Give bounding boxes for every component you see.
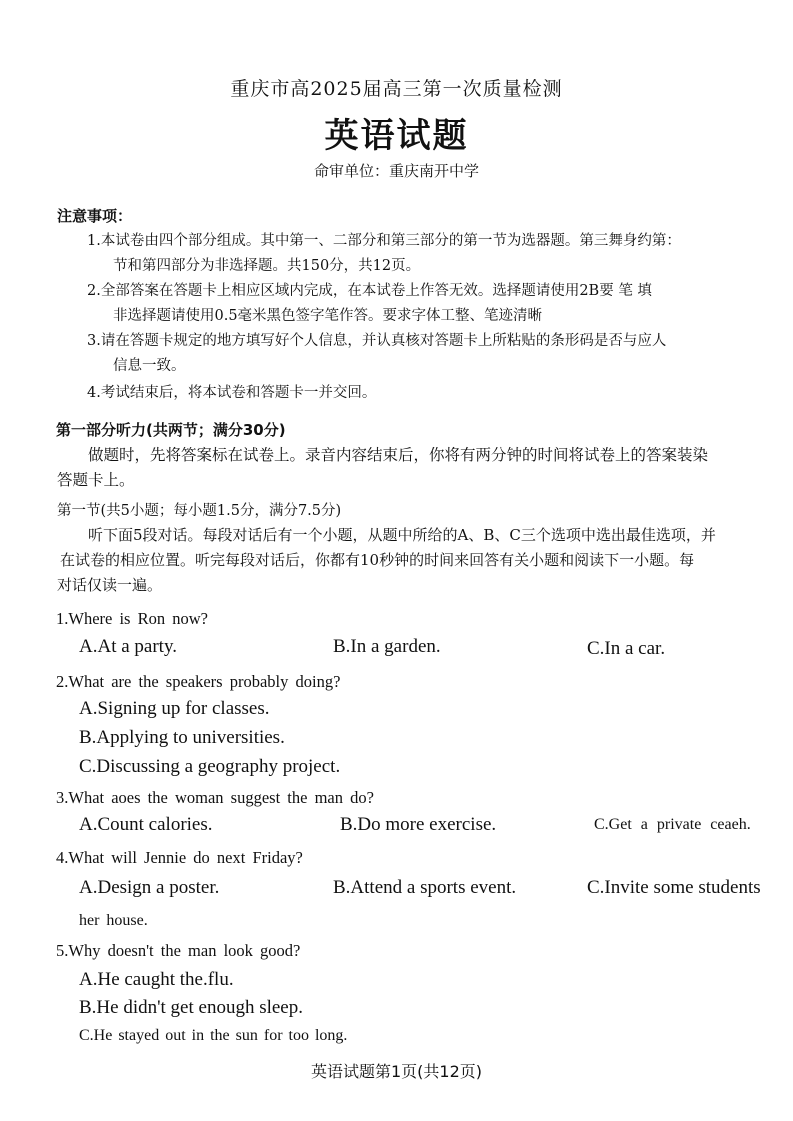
notice-item-1 <box>87 229 782 278</box>
question-5-stem: 5.Why doesn't the man look good? <box>56 941 301 960</box>
q5-option-a: A.He caught the.flu. <box>79 969 234 990</box>
section1-instructions <box>57 523 781 598</box>
instruction-line: 对话仅读一遍。 <box>57 576 163 594</box>
notice-item-line: 4.考试结束后，将本试卷和答题卡一并交回。 <box>87 385 377 401</box>
q4-option-b: B.Attend a sports event. <box>333 877 517 898</box>
q3-option-c: C.Get a private ceaeh. <box>594 816 751 833</box>
notice-item-2 <box>87 279 782 328</box>
notice-item-line: 非选择题请使用0.5毫米黑色签字笔作答。要求字体工整、笔迹清晰 <box>113 307 543 324</box>
q2-option-a: A.Signing up for classes. <box>79 698 270 719</box>
part1-intro <box>57 443 781 493</box>
q3-option-b: B.Do more exercise. <box>340 814 497 835</box>
q1-option-a: A.At a party. <box>79 636 177 657</box>
q5-option-b: B.He didn't get enough sleep. <box>79 997 303 1018</box>
instruction-line: 在试卷的相应位置。听完每段对话后，你都有10秒钟的时间来回答有关小题和阅读下一小题。每 <box>60 551 695 569</box>
section1-heading: 第一节(共5小题；每小题1.5分，满分7.5分) <box>57 503 342 519</box>
question-4-stem: 4.What will Jennie do next Friday? <box>56 848 303 867</box>
question-2-stem: 2.What are the speakers probably doing? <box>56 672 341 691</box>
question-1-stem: 1.Where is Ron now? <box>56 609 208 628</box>
page-footer: 英语试题第1页(共12页) <box>310 1062 483 1081</box>
notice-item-4 <box>87 381 782 406</box>
notice-item-line: 3.请在答题卡规定的地方填写好个人信息，并认真核对答题卡上所粘贴的条形码是否与应人 <box>87 333 667 349</box>
q4-option-c-continued: her house. <box>79 912 148 929</box>
setting-unit: 命审单位：重庆南开中学 <box>313 162 479 180</box>
instruction-line: 听下面5段对话。每段对话后有一个小题，从题中所给的A、B、C三个选项中选出最佳选项，并 <box>88 526 716 544</box>
q1-option-b: B.In a garden. <box>333 636 441 657</box>
q1-option-c: C.In a car. <box>587 638 666 659</box>
q3-option-a: A.Count calories. <box>79 814 213 835</box>
subject-title: 英语试题 <box>324 116 469 156</box>
notice-item-line: 信息一致。 <box>113 357 186 374</box>
q4-option-a: A.Design a poster. <box>79 877 220 898</box>
intro-line: 做题时，先将答案标在试卷上。录音内容结束后，你将有两分钟的时间将试卷上的答案装染 <box>88 446 709 464</box>
q4-option-c: C.Invite some students <box>587 877 761 898</box>
q2-option-c: C.Discussing a geography project. <box>79 756 341 777</box>
notice-item-3 <box>87 329 782 378</box>
q2-option-b: B.Applying to universities. <box>79 727 285 748</box>
intro-line: 答题卡上。 <box>57 471 135 489</box>
q5-option-c: C.He stayed out in the sun for too long. <box>79 1027 348 1044</box>
notice-item-line: 1.本试卷由四个部分组成。其中第一、二部分和第三部分的第一节为选器题。第三舞身约第： <box>87 233 681 249</box>
question-3-stem: 3.What aoes the woman suggest the man do? <box>56 788 374 807</box>
notice-heading: 注意事项： <box>57 207 133 225</box>
notice-item-line: 2.全部答案在答题卡上相应区域内完成，在本试卷上作答无效。选择题请使用2B要 笔 填 <box>87 283 652 299</box>
part1-heading: 第一部分听力(共两节；满分30分) <box>56 421 286 439</box>
exam-title: 重庆市高2025届高三第一次质量检测 <box>230 78 563 100</box>
notice-item-line: 节和第四部分为非选择题。共150分，共12页。 <box>113 257 421 274</box>
